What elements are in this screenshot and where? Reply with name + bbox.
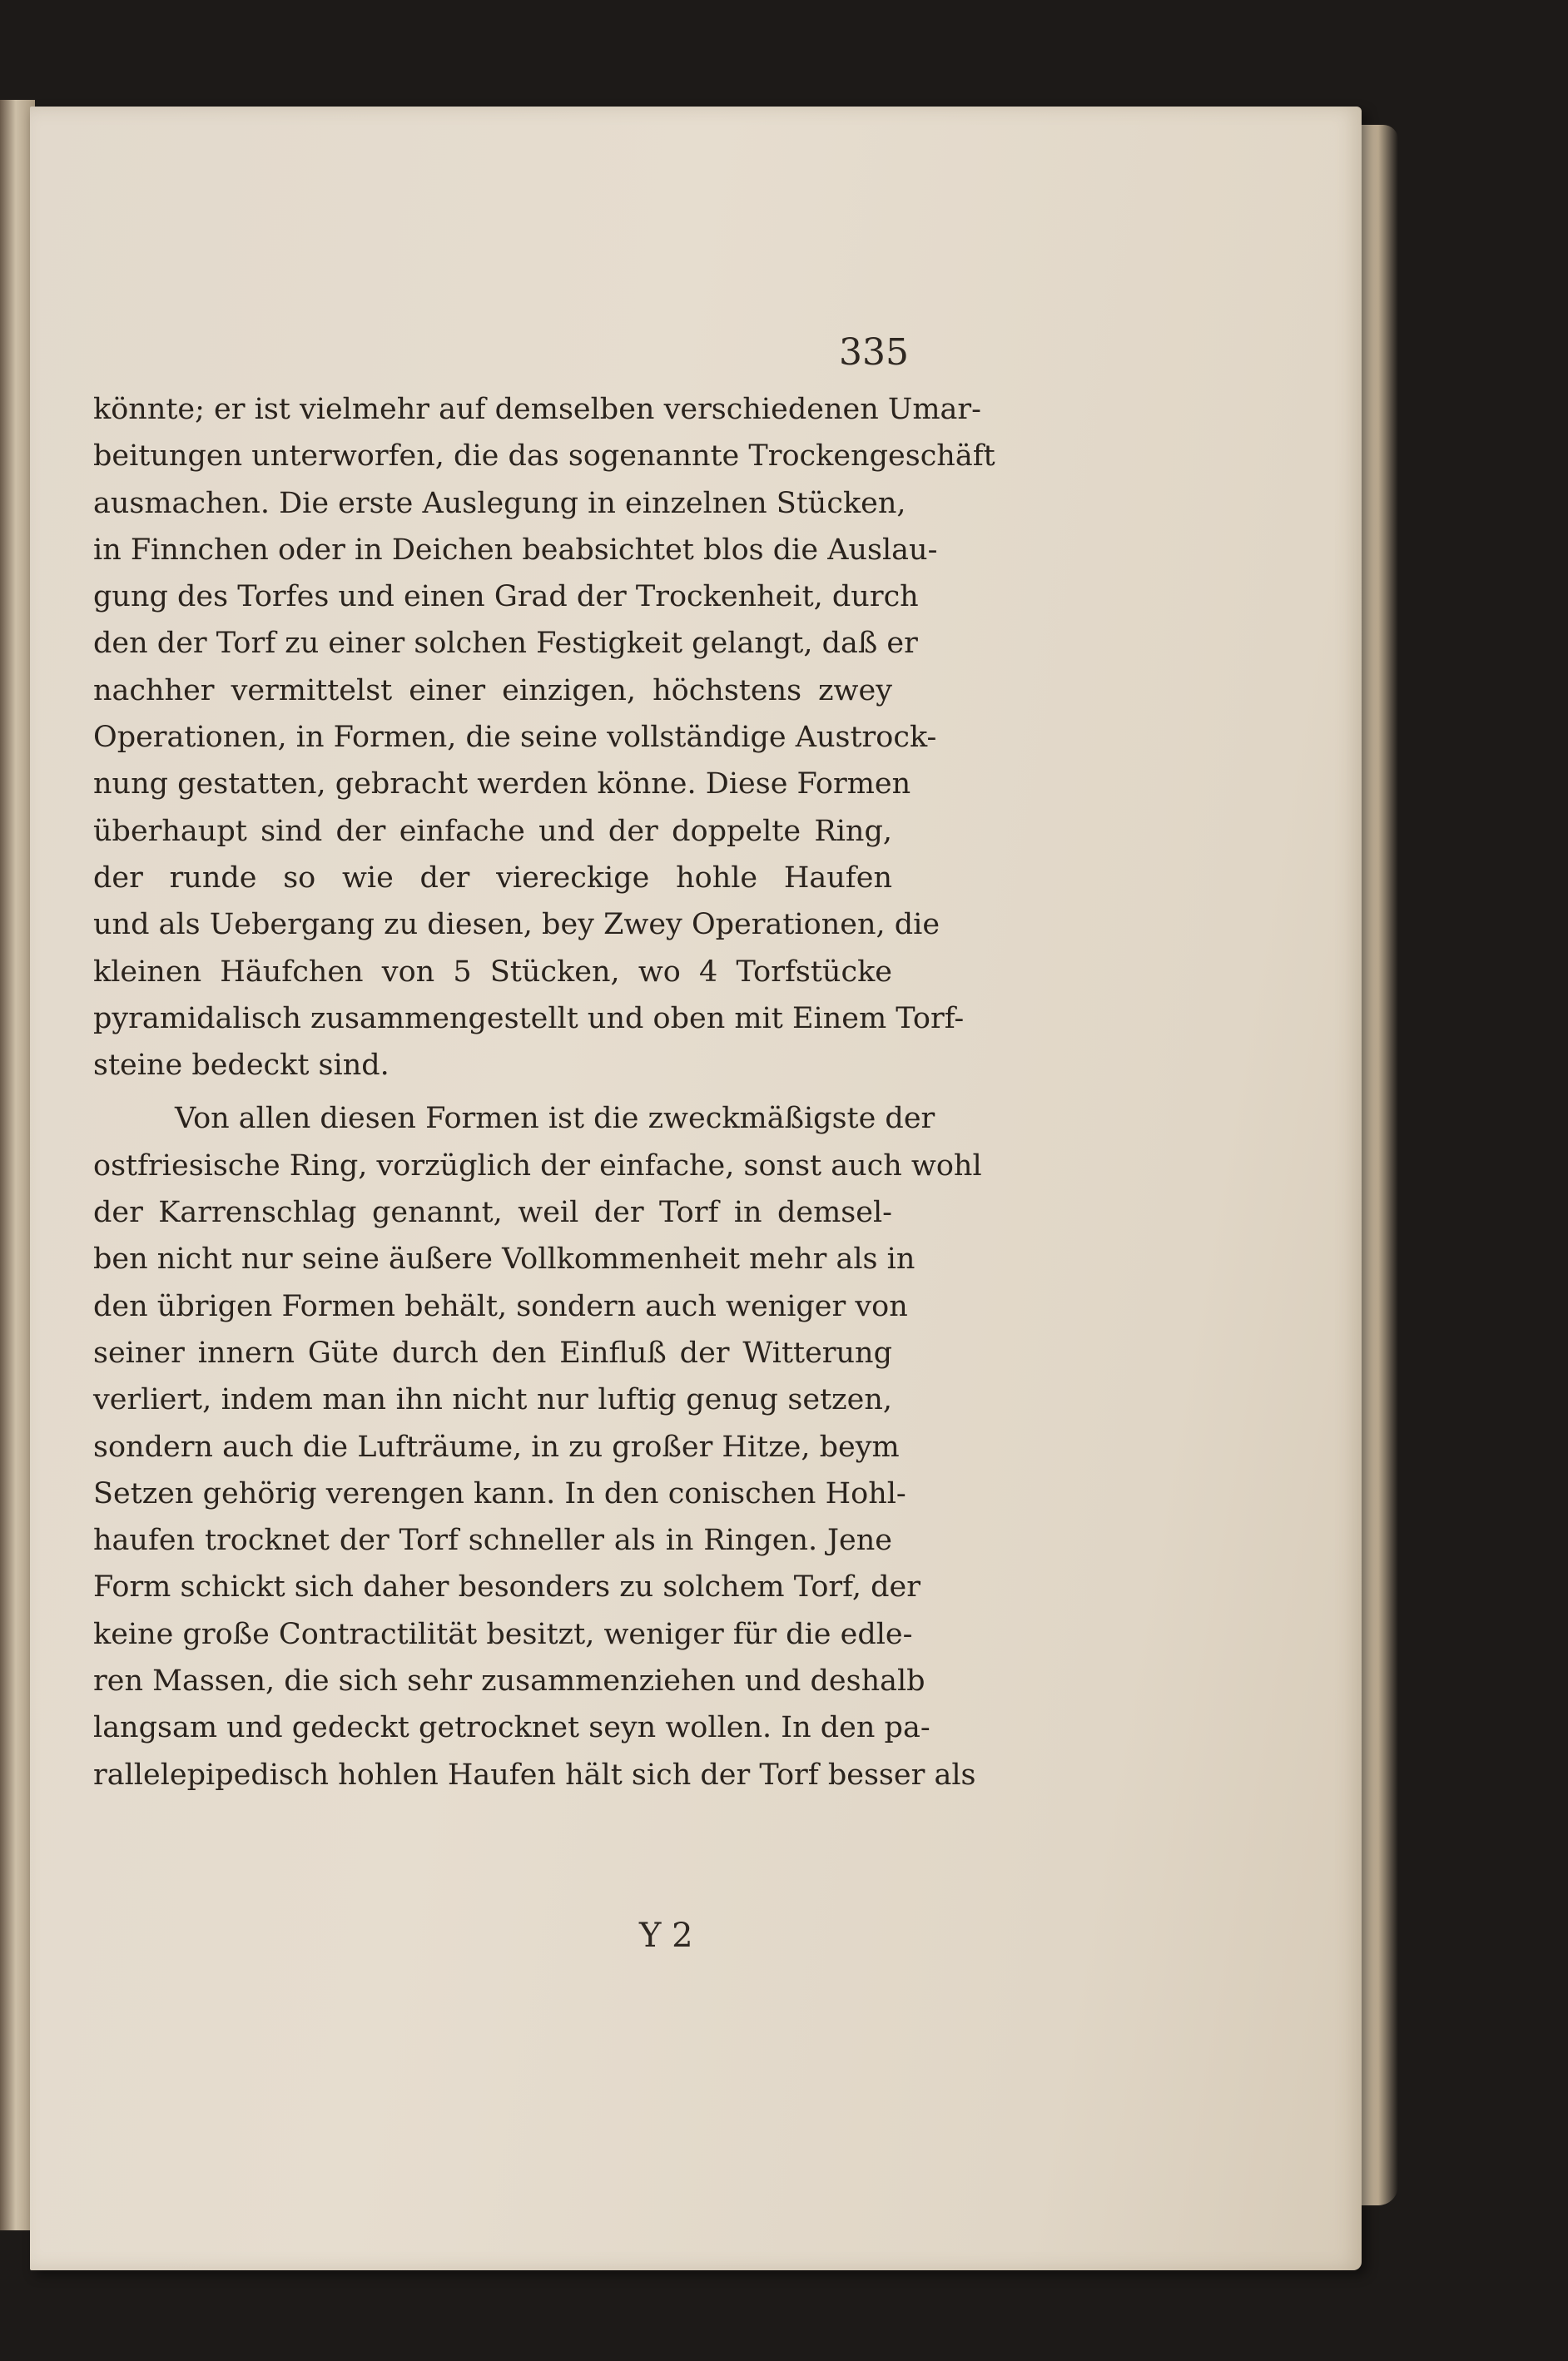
text-line: überhaupt sind der einfache und der doppelte Ring,: [93, 814, 892, 848]
text-line: Operationen, in Formen, die seine vollständige Austrock-: [93, 721, 937, 755]
text-line: und als Uebergang zu diesen, bey Zwey Operationen, die: [93, 908, 940, 942]
text-line: gung des Torfes und einen Grad der Trockenheit, durch: [93, 580, 919, 614]
text-line: ben nicht nur seine äußere Vollkommenheit mehr als in: [93, 1243, 915, 1277]
text-line: nung gestatten, gebracht werden könne. Diese Formen: [93, 767, 911, 801]
text-line: ausmachen. Die erste Auslegung in einzelnen Stücken,: [93, 486, 906, 520]
text-line: kleinen Häufchen von 5 Stücken, wo 4 Torfstücke: [93, 955, 892, 989]
text-line: in Finnchen oder in Deichen beabsichtet blos die Auslau-: [93, 533, 938, 567]
paragraph-2: [93, 1095, 982, 1798]
text-line: könnte; er ist vielmehr auf demselben verschiedenen Umar-: [93, 393, 981, 426]
text-line: haufen trocknet der Torf schneller als in Ringen. Jene: [93, 1524, 892, 1558]
body-text: [93, 386, 995, 1798]
text-line: Von allen diesen Formen ist die zweckmäßigste der: [175, 1102, 935, 1136]
text-line: den übrigen Formen behält, sondern auch weniger von: [93, 1289, 908, 1323]
text-line: langsam und gedeckt getrocknet seyn wollen. In den pa-: [93, 1711, 930, 1745]
text-line: keine große Contractilität besitzt, weniger für die edle-: [93, 1617, 913, 1651]
text-line: rallelepipedisch hohlen Haufen hält sich der Torf besser als: [93, 1758, 976, 1792]
paragraph-1: [93, 386, 995, 1089]
text-line: seiner innern Güte durch den Einfluß der Witterung: [93, 1336, 892, 1370]
text-line: den der Torf zu einer solchen Festigkeit gelangt, daß er: [93, 627, 918, 661]
text-line: Setzen gehörig verengen kann. In den conischen Hohl-: [93, 1476, 906, 1510]
text-line: verliert, indem man ihn nicht nur luftig genug setzen,: [93, 1383, 892, 1417]
text-line: pyramidalisch zusammengestellt und oben mit Einem Torf-: [93, 1001, 965, 1035]
text-line: sondern auch die Lufträume, in zu großer Hitze, beym: [93, 1430, 900, 1464]
page-number: 335: [839, 331, 909, 374]
text-line: Form schickt sich daher besonders zu solchem Torf, der: [93, 1570, 920, 1605]
text-line: steine bedeckt sind.: [93, 1049, 390, 1083]
text-line: beitungen unterworfen, die das sogenannte Trockengeschäft: [93, 439, 995, 474]
text-line: nachher vermittelst einer einzigen, höchstens zwey: [93, 673, 892, 707]
text-line: der Karrenschlag genannt, weil der Torf in demsel-: [93, 1196, 892, 1230]
text-line: ren Massen, die sich sehr zusammenziehen und deshalb: [93, 1664, 925, 1699]
text-line: ostfriesische Ring, vorzüglich der einfache, sonst auch wohl: [93, 1148, 982, 1183]
text-line: der runde so wie der viereckige hohle Haufen: [93, 861, 892, 895]
printer-signature-mark: Y 2: [639, 1917, 693, 1955]
